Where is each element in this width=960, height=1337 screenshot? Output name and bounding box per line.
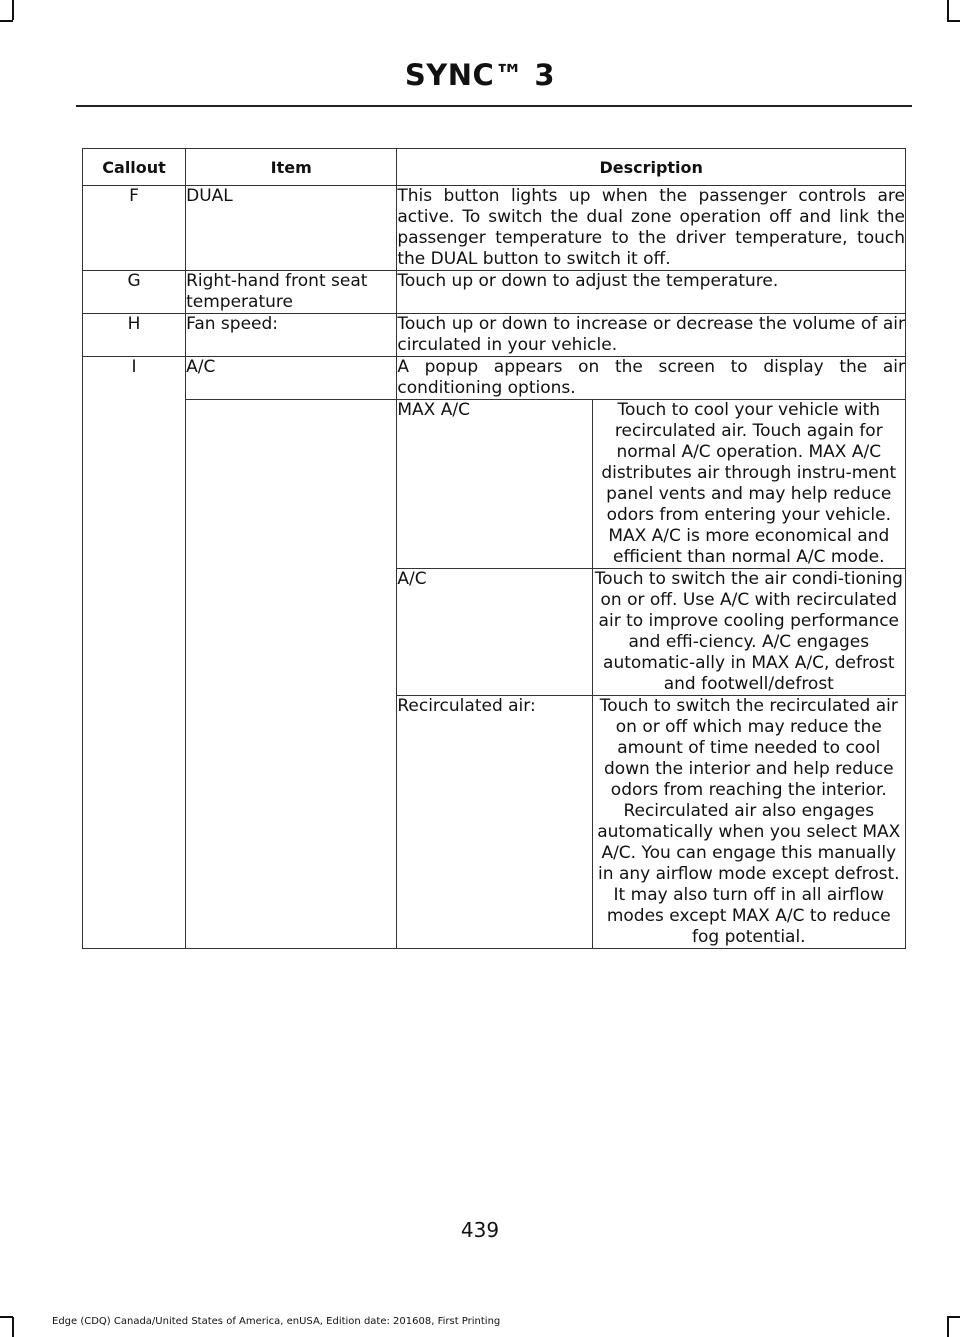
table-row [83, 357, 906, 400]
sub-item-cell: MAX A/C [397, 400, 592, 569]
table-row [83, 271, 906, 314]
column-header-item: Item [186, 149, 397, 186]
item-cell: DUAL [186, 186, 397, 271]
crop-mark [0, 20, 13, 22]
crop-mark [12, 1317, 14, 1337]
table-header-row [83, 149, 906, 186]
sub-table-row [83, 400, 906, 569]
page-title: SYNC™ 3 [404, 58, 556, 92]
column-header-callout: Callout [83, 149, 186, 186]
callout-cell: G [83, 271, 186, 314]
callout-cell: H [83, 314, 186, 357]
description-cell: This button lights up when the passenger controls are active. To switch the dual zone operation off and link the passenger temperature to the driver temperature, touch the DUAL button to switch it off. [397, 186, 905, 269]
crop-mark [12, 0, 14, 20]
empty-cell [186, 400, 397, 949]
item-cell: Fan speed: [186, 314, 397, 357]
crop-mark [947, 0, 949, 20]
header-divider [76, 105, 912, 107]
sub-description-cell: Touch to cool your vehicle with recirculated air. Touch again for normal A/C operation. MAX A/C distributes air through instru-ment panel vents and may help reduce odors from entering your vehicle. MAX A/C is more economical and efficient than normal A/C mode. [592, 400, 905, 569]
sub-item-cell: Recirculated air: [397, 696, 592, 949]
table-row [83, 314, 906, 357]
item-cell: A/C [186, 357, 397, 400]
footer-edition-info: Edge (CDQ) Canada/United States of America, enUSA, Edition date: 201608, First Printing [52, 1316, 501, 1327]
climate-controls-table [82, 148, 906, 949]
callout-cell: F [83, 186, 186, 271]
callout-cell: I [83, 357, 186, 949]
sub-description-cell: Touch to switch the air condi-tioning on or off. Use A/C with recirculated air to improve cooling performance and effi-ciency. A/C engages automatic-ally in MAX A/C, defrost and footwell/defrost [592, 569, 905, 696]
crop-mark [947, 20, 960, 22]
sub-description-cell: Touch to switch the recirculated air on or off which may reduce the amount of time needed to cool down the interior and help reduce odors from reaching the interior. Recirculated air also engages automatically when you select MAX A/C. You can engage this manually in any airflow mode except defrost. It may also turn off in all airflow modes except MAX A/C to reduce fog potential. [592, 696, 905, 949]
description-cell: A popup appears on the screen to display the air conditioning options. [397, 357, 905, 398]
item-cell: Right-hand front seat temperature [186, 271, 397, 314]
description-cell: Touch up or down to increase or decrease the volume of air circulated in your vehicle. [397, 314, 905, 355]
table-row [83, 186, 906, 271]
crop-mark [947, 1316, 960, 1318]
description-cell: Touch up or down to adjust the temperature. [397, 271, 906, 314]
sub-item-cell: A/C [397, 569, 592, 696]
crop-mark [0, 1316, 13, 1318]
column-header-description: Description [397, 149, 906, 186]
crop-mark [947, 1317, 949, 1337]
page-number: 439 [460, 1218, 500, 1242]
